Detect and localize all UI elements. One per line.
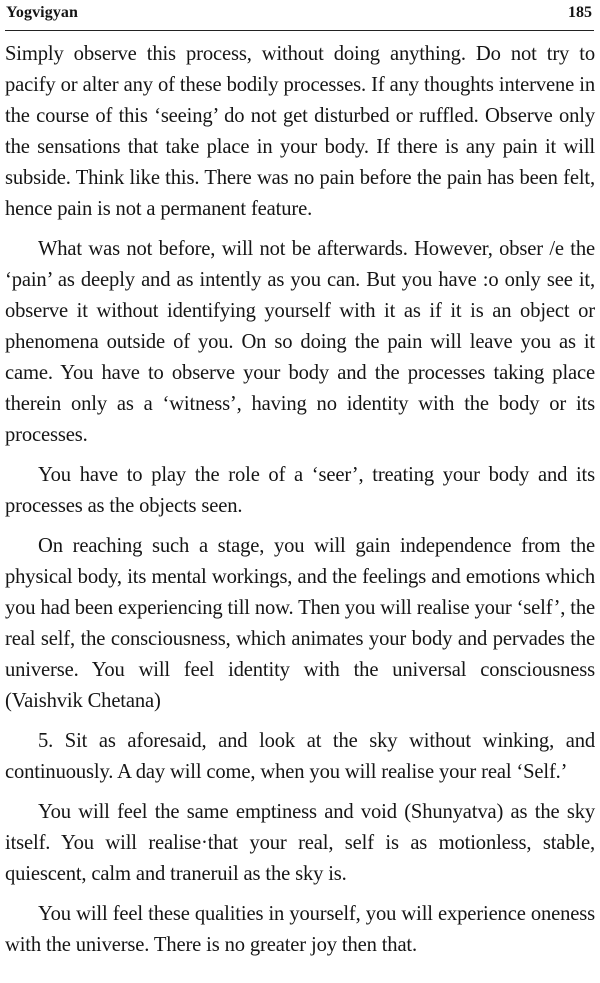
body-text xyxy=(5,39,595,961)
paragraph: On reaching such a stage, you will gain independence from the physical body, its mental workings, and the feelings and emotions which you had been experiencing till now. Then you will realise your ‘self’, the real self, the consciousness, which animates your body and pervades the universe. You will feel identity with the universal consciousness (Vaishvik Chetana) xyxy=(5,535,595,712)
paragraph: You will feel the same emptiness and void (Shunyatva) as the sky itself. You will realise·that your real, self is as motionless, stable, quiescent, calm and traneruil as the sky is. xyxy=(5,801,595,885)
page-header xyxy=(5,0,594,31)
paragraph: 5. Sit as aforesaid, and look at the sky without winking, and continuously. A day will come, when you will realise your real ‘Self.’ xyxy=(5,730,595,783)
paragraph: Simply observe this process, without doing anything. Do not try to pacify or alter any of these bodily processes. If any thoughts intervene in the course of this ‘seeing’ do not get disturbed or ruffled. Observe only the sensations that take place in your body. If there is any pain it will subside. Think like this. There was no pain before the pain has been felt, hence pain is not a permanent feature. xyxy=(5,43,595,220)
running-title: Yogvigyan xyxy=(6,4,79,21)
paragraph: You have to play the role of a ‘seer’, treating your body and its processes as the objects seen. xyxy=(5,464,595,517)
paragraph: What was not before, will not be afterwards. However, obser /e the ‘pain’ as deeply and as intently as you can. But you have :o only see it, observe it without identifying yourself with it as if it is an object or phenomena outside of you. On so doing the pain will leave you as it came. You have to observe your body and the processes taking place therein only as a ‘witness’, having no identity with the body or its processes. xyxy=(5,238,595,446)
page-number: 185 xyxy=(568,4,592,21)
paragraph: You will feel these qualities in yourself, you will experience oneness with the universe. There is no greater joy then that. xyxy=(5,903,595,956)
